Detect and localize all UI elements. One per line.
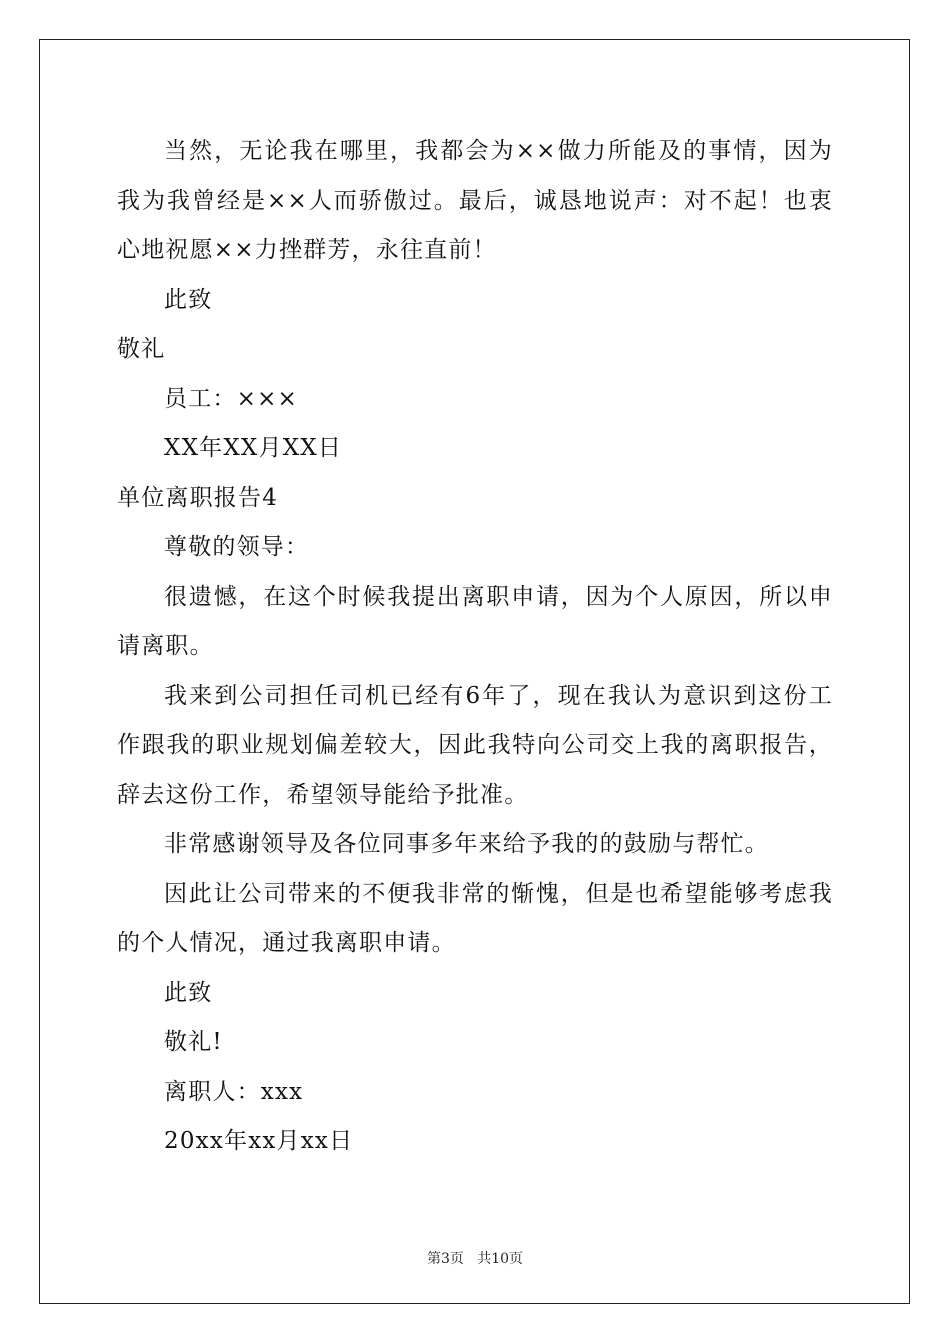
paragraph-thanks: 非常感谢领导及各位同事多年来给予我的的鼓励与帮忙。 [164,831,769,857]
paragraph-salutation-cizhi: 此致 [164,286,213,313]
page-number-footer: 第3页 共10页 [426,1251,524,1267]
paragraph-date-2: 20xx年xx月xx日 [164,1128,354,1154]
paragraph-date: XX年XX月XX日 [164,435,343,461]
paragraph-salutation-jingli: 敬礼 [117,336,166,362]
paragraph-salutation-jingli-2: 敬礼! [164,1029,223,1055]
paragraph-employee-signature: 员工：××× [164,385,299,412]
paragraph-greeting: 尊敬的领导： [164,534,310,560]
paragraph-resignation-request: 很遗憾，在这个时候我提出离职申请，因为个人原因，所以申请离职。 [117,583,833,659]
paragraph-closing-wishes: 当然，无论我在哪里，我都会为××做力所能及的事情，因为我为我曾经是××人而骄傲过。最后，诚恳地说声：对不起！也衷心地祝愿××力挫群芳，永往直前！ [117,138,833,263]
document-body [117,127,833,1167]
section-heading: 单位离职报告4 [117,484,279,511]
paragraph-reason: 我来到公司担任司机已经有6年了，现在我认为意识到这份工作跟我的职业规划偏差较大，因此我特向公司交上我的离职报告，辞去这份工作，希望领导能给予批准。 [117,682,833,808]
paragraph-salutation-cizhi-2: 此致 [164,979,213,1006]
paragraph-apology: 因此让公司带来的不便我非常的惭愧，但是也希望能够考虑我的个人情况，通过我离职申请。 [117,880,833,956]
paragraph-resigner-signature: 离职人：xxx [164,1078,304,1105]
